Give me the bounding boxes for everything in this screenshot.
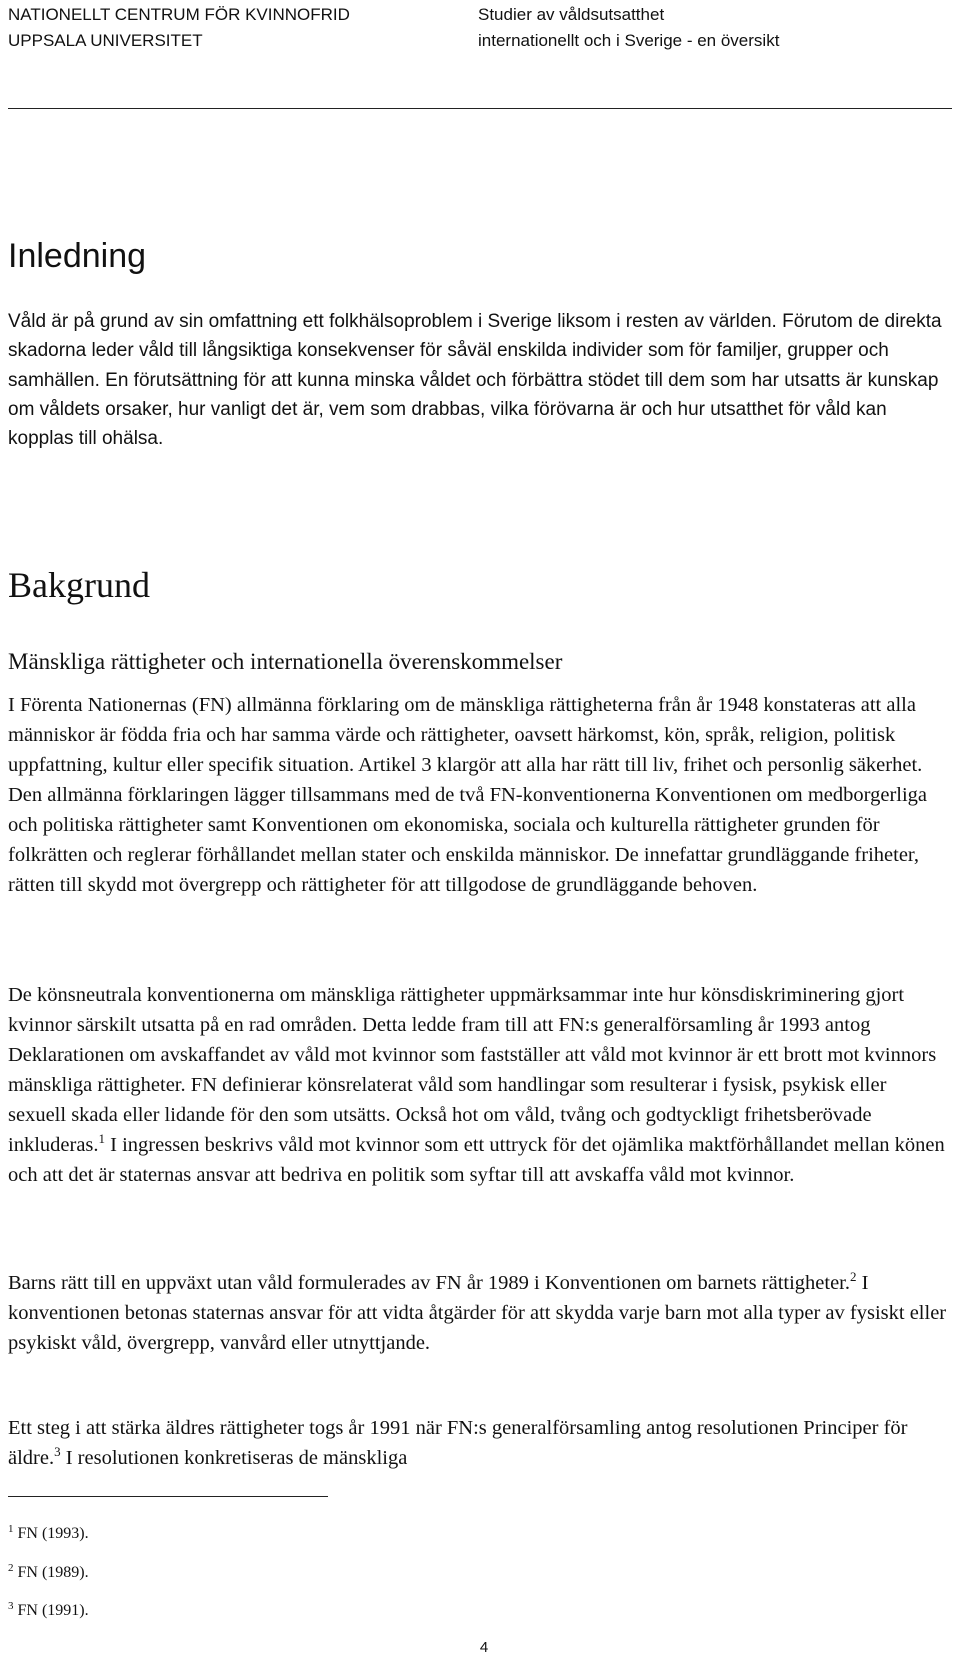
header-divider: [8, 108, 952, 109]
paragraph-text: I konventionen betonas staternas ansvar för att vidta åtgärder för att skydda varje barn mot alla typer av fysiskt eller psykiskt våld, övergrepp, vanvård eller utnyttjande.: [8, 1272, 947, 1354]
page-header: [8, 2, 952, 102]
footnote-reference-3[interactable]: 3: [54, 1444, 61, 1459]
paragraph-text: Ett steg i att stärka äldres rättigheter togs år 1991 när FN:s generalförsamling antog resolutionen Principer för äldre.: [8, 1417, 908, 1469]
footnote-divider: [8, 1496, 328, 1497]
section-heading-introduction: Inledning: [8, 237, 147, 275]
page-number: 4: [479, 1639, 489, 1656]
subsection-heading-human-rights: Mänskliga rättigheter och internationella överenskommelser: [8, 649, 563, 674]
footnote-reference-1[interactable]: 1: [98, 1131, 106, 1146]
footnote-number: 1: [8, 1523, 14, 1535]
header-organization: [8, 2, 350, 54]
footnote-number: 2: [8, 1562, 14, 1574]
footnote-2: [8, 1563, 89, 1583]
footnote-text: FN (1989).: [13, 1564, 89, 1581]
section-heading-background: Bakgrund: [8, 565, 150, 605]
body-paragraph-violence-against-women: [8, 980, 948, 1190]
intro-paragraph: Våld är på grund av sin omfattning ett folkhälsoproblem i Sverige liksom i resten av världen. Förutom de direkta skadorna leder våld till långsiktiga konsekvenser för såväl enskilda individer som för familjer, grupper och samhällen. En förutsättning för att kunna minska våldet och förbättra stödet till dem som har utsatts är kunskap om våldets orsaker, hur vanligt det är, vem som drabbas, vilka förövarna är och hur utsatthet för våld kan kopplas till ohälsa.: [8, 311, 942, 450]
body-paragraph-un-declaration: I Förenta Nationernas (FN) allmänna förklaring om de mänskliga rättigheterna från år 1948 konstateras att alla människor är födda fria och har samma värde och rättigheter, oavsett härkomst, kön, språk, religion, politisk uppfattning, kultur eller specifik situation. Artikel 3 klargör att alla har rätt till liv, frihet och personlig säkerhet. Den allmänna förklaringen lägger tillsammans med de två FN-konventionerna Konventionen om medborgerliga och politiska rättigheter samt Konventionen om ekonomiska, sociala och kulturella rättigheter grunden för folkrätten och reglerar förhållandet mellan stater och enskilda människor. De innefattar grundläggande friheter, rätten till skydd mot övergrepp och rättigheter för att tillgodose de grundläggande behoven.: [8, 694, 928, 896]
footnote-reference-2[interactable]: 2: [850, 1269, 857, 1284]
header-university-name: UPPSALA UNIVERSITET: [8, 31, 203, 50]
header-center-name: NATIONELLT CENTRUM FÖR KVINNOFRID: [8, 5, 350, 24]
footnote-text: FN (1991).: [13, 1602, 89, 1619]
footnote-number: 3: [8, 1600, 14, 1612]
body-paragraph-elderly-rights: [8, 1413, 948, 1473]
body-paragraph-children-rights: [8, 1268, 948, 1358]
paragraph-text: I ingressen beskrivs våld mot kvinnor som ett uttryck för det ojämlika maktförhållandet mellan könen och att det är staternas ansvar att bedriva en politik som syftar till att avskaffa våld mot kvinnor.: [8, 1134, 945, 1186]
paragraph-text: De könsneutrala konventionerna om mänskliga rättigheter uppmärksammar inte hur könsdiskriminering gjort kvinnor särskilt utsatta på en rad områden. Detta ledde fram till att FN:s generalförsamling år 1993 antog Deklarationen om avskaffandet av våld mot kvinnor som fastställer att våld mot kvinnor är ett brott mot kvinnors mänskliga rättigheter. FN definierar könsrelaterat våld som handlingar som resulterar i fysisk, psykisk eller sexuell skada eller lidande för den som utsätts. Också hot om våld, tvång och godtyckligt frihetsberövade inkluderas.: [8, 984, 937, 1156]
footnote-text: FN (1993).: [13, 1525, 89, 1542]
header-title-line2: internationellt och i Sverige - en översikt: [478, 31, 780, 50]
header-report-title: [478, 2, 779, 54]
footnote-1: [8, 1524, 89, 1544]
paragraph-text: Barns rätt till en uppväxt utan våld formulerades av FN år 1989 i Konventionen om barnets rättigheter.: [8, 1272, 850, 1294]
paragraph-text: I resolutionen konkretiseras de mänskliga: [60, 1447, 408, 1469]
header-title-line1: Studier av våldsutsatthet: [478, 5, 665, 24]
footnote-3: [8, 1601, 89, 1621]
